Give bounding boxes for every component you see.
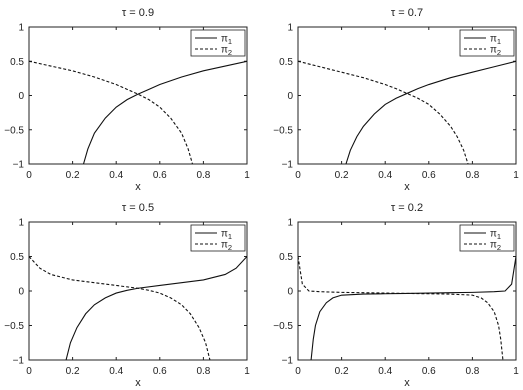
legend-subscript: 2 xyxy=(496,243,502,252)
legend-box xyxy=(191,30,245,56)
series-line-pi-2 xyxy=(29,257,210,361)
chart-title: τ = 0.2 xyxy=(390,202,424,214)
y-tick-label: 0.5 xyxy=(10,252,24,263)
legend-box xyxy=(460,225,514,251)
y-tick-label: 1 xyxy=(18,217,24,229)
x-tick-label: 1 xyxy=(244,366,250,377)
y-tick-label: 1 xyxy=(287,22,293,34)
legend-subscript: 2 xyxy=(227,243,233,252)
y-tick-label: −0.5 xyxy=(273,125,293,137)
x-tick-label: 0.6 xyxy=(152,366,167,377)
x-tick-label: 0.4 xyxy=(378,170,393,181)
x-tick-label: 0.4 xyxy=(109,366,124,377)
y-tick-label: 1 xyxy=(18,22,24,34)
x-tick-label: 1 xyxy=(244,170,250,181)
legend-subscript: 1 xyxy=(227,232,233,241)
series-line-pi-2 xyxy=(298,61,468,164)
x-axis-label: x xyxy=(135,181,141,193)
legend-symbol: π xyxy=(490,239,497,251)
chart-title: τ = 0.5 xyxy=(121,202,155,214)
legend-subscript: 1 xyxy=(496,232,502,241)
x-tick-label: 0.4 xyxy=(378,366,393,377)
chart-panel-1 xyxy=(4,7,250,193)
legend-symbol: π xyxy=(221,239,228,251)
x-tick-label: 0 xyxy=(295,170,301,181)
y-tick-label: 0 xyxy=(287,286,293,298)
y-tick-label: 0 xyxy=(18,91,24,102)
x-tick-label: 0.8 xyxy=(465,170,480,181)
x-tick-label: 0.6 xyxy=(421,170,436,181)
y-tick-label: 0 xyxy=(18,286,24,298)
x-tick-label: 0.8 xyxy=(196,170,211,181)
x-axis-label: x xyxy=(404,377,410,389)
x-axis-label: x xyxy=(404,181,410,193)
y-tick-label: −0.5 xyxy=(4,125,24,137)
y-tick-label: −0.5 xyxy=(4,321,24,332)
x-tick-label: 1 xyxy=(513,366,519,377)
legend-symbol: π xyxy=(221,44,228,56)
x-tick-label: 0.6 xyxy=(152,170,167,181)
legend-symbol: π xyxy=(221,33,228,45)
legend-box xyxy=(191,225,245,251)
y-tick-label: −1 xyxy=(12,355,24,367)
legend-subscript: 1 xyxy=(227,37,233,46)
chart-panel-2 xyxy=(273,7,519,193)
x-tick-label: 0.2 xyxy=(334,170,349,181)
chart-panel-3 xyxy=(4,202,250,389)
y-tick-label: 0 xyxy=(287,91,293,102)
x-tick-label: 0.8 xyxy=(196,366,211,377)
chart-title: τ = 0.9 xyxy=(121,7,155,19)
legend-symbol: π xyxy=(490,44,497,56)
series-line-pi-1 xyxy=(346,61,516,164)
legend-subscript: 2 xyxy=(227,48,233,57)
series-line-pi-1 xyxy=(66,257,247,361)
y-tick-label: 1 xyxy=(287,217,293,229)
x-tick-label: 0.2 xyxy=(65,170,80,181)
y-tick-label: −0.5 xyxy=(273,321,293,332)
x-tick-label: 0 xyxy=(26,366,32,377)
y-tick-label: −1 xyxy=(281,355,293,367)
legend-symbol: π xyxy=(221,228,228,240)
x-tick-label: 0 xyxy=(295,366,301,377)
y-tick-label: 0.5 xyxy=(279,252,293,263)
legend-subscript: 1 xyxy=(496,37,502,46)
x-tick-label: 0.6 xyxy=(421,366,436,377)
x-tick-label: 0.2 xyxy=(334,366,349,377)
y-tick-label: 0.5 xyxy=(10,56,24,68)
y-tick-label: −1 xyxy=(12,159,24,171)
series-line-pi-2 xyxy=(298,257,503,361)
x-axis-label: x xyxy=(135,377,141,389)
x-tick-label: 0.2 xyxy=(65,366,80,377)
legend-symbol: π xyxy=(490,33,497,45)
series-line-pi-1 xyxy=(311,257,516,361)
y-tick-label: 0.5 xyxy=(279,56,293,68)
legend-symbol: π xyxy=(490,228,497,240)
chart-title: τ = 0.7 xyxy=(390,7,424,19)
x-tick-label: 0.4 xyxy=(109,170,124,181)
legend-subscript: 2 xyxy=(496,48,502,57)
x-tick-label: 0 xyxy=(26,170,32,181)
legend-box xyxy=(460,30,514,56)
x-tick-label: 0.8 xyxy=(465,366,480,377)
y-tick-label: −1 xyxy=(281,159,293,171)
chart-panel-4 xyxy=(273,202,519,389)
x-tick-label: 1 xyxy=(513,170,519,181)
